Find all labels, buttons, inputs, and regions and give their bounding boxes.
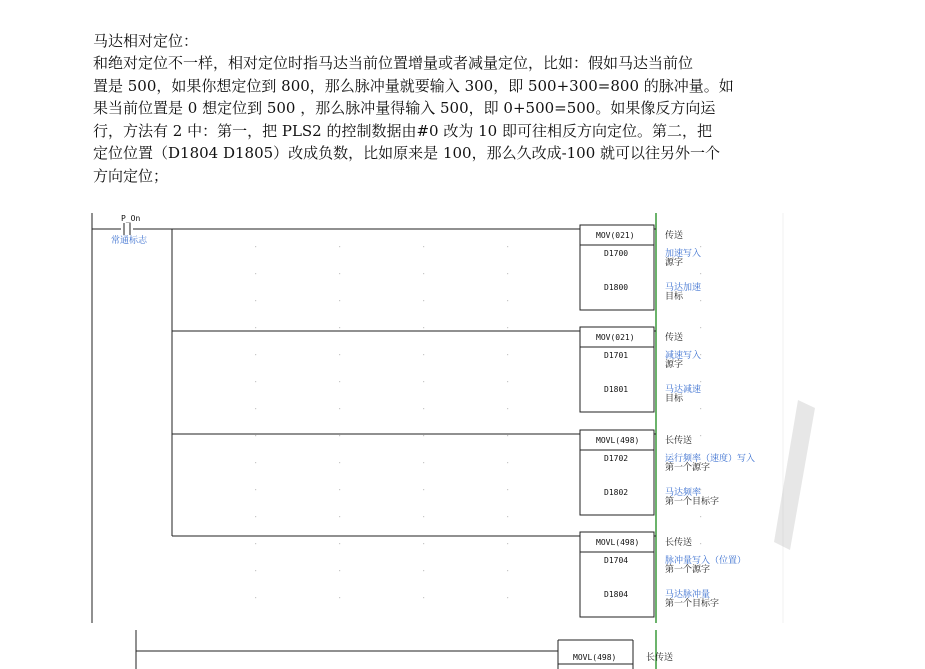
source-comment: 加速写入 — [665, 249, 702, 259]
instruction-name: MOV(021) — [596, 231, 635, 240]
contact-comment: 常通标志 — [111, 236, 148, 246]
source-role: 第一个源字 — [665, 565, 711, 575]
paragraph-line: 置是 500，如果你想定位到 800，那么脉冲量就要输入 300，即 500+300=800 的脉冲量。如 — [93, 76, 734, 95]
destination-operand: D1800 — [604, 283, 629, 292]
destination-operand: D1804 — [604, 590, 629, 599]
instruction-description: 传送 — [665, 333, 684, 343]
source-operand: D1704 — [604, 556, 629, 565]
destination-comment: 马达加速 — [665, 283, 702, 293]
contact-p-on[interactable] — [92, 214, 172, 246]
instruction-block[interactable] — [172, 430, 755, 515]
destination-role: 目标 — [665, 292, 684, 302]
instruction-description: 长传送 — [665, 538, 693, 548]
source-role: 源字 — [665, 258, 684, 268]
partial-desc: 长传送 — [646, 653, 674, 663]
destination-role: 第一个目标字 — [665, 497, 720, 507]
contact-name: P_On — [121, 214, 141, 223]
source-role: 第一个源字 — [665, 463, 711, 473]
destination-operand: D1801 — [604, 385, 629, 394]
instruction-block[interactable] — [172, 225, 701, 310]
paragraph-line: 果当前位置是 0 想定位到 500 ，那么脉冲量得输入 500，即 0+500=500。如果像反方向运 — [93, 99, 716, 118]
paragraph-line: 行，方法有 2 中：第一，把 PLS2 的控制数据由#0 改为 10 即可往相反方向定位。第二，把 — [93, 121, 712, 140]
source-comment: 脉冲量写入（位置） — [665, 556, 747, 566]
source-comment: 运行频率（速度）写入 — [665, 454, 756, 464]
instruction-block[interactable] — [172, 327, 701, 412]
paragraph-line: 方向定位； — [93, 166, 169, 185]
destination-operand: D1802 — [604, 488, 629, 497]
source-operand: D1701 — [604, 351, 629, 360]
source-comment: 减速写入 — [665, 351, 702, 361]
partial-rung — [136, 630, 673, 669]
instruction-name: MOV(021) — [596, 333, 635, 342]
document-title: 马达相对定位： — [93, 32, 199, 50]
instruction-name: MOVL(498) — [596, 436, 640, 445]
instruction-name: MOVL(498) — [596, 538, 640, 547]
partial-instr: MOVL(498) — [573, 653, 617, 662]
destination-role: 第一个目标字 — [665, 599, 720, 609]
source-operand: D1700 — [604, 249, 629, 258]
destination-comment: 马达频率 — [665, 488, 702, 498]
instruction-block[interactable] — [172, 532, 746, 617]
paragraph-line: 定位位置（D1804 D1805）改成负数，比如原来是 100，那么久改成-100 就可以往另外一个 — [93, 144, 721, 163]
destination-comment: 马达脉冲量 — [665, 590, 711, 600]
instruction-description: 长传送 — [665, 436, 693, 446]
watermark-mark — [760, 400, 830, 560]
source-role: 源字 — [665, 360, 684, 370]
destination-comment: 马达减速 — [665, 385, 702, 395]
instruction-description: 传送 — [665, 231, 684, 241]
source-operand: D1702 — [604, 454, 629, 463]
paragraph-line: 和绝对定位不一样，相对定位时指马达当前位置增量或者减量定位，比如：假如马达当前位 — [93, 54, 694, 72]
destination-role: 目标 — [665, 394, 684, 404]
